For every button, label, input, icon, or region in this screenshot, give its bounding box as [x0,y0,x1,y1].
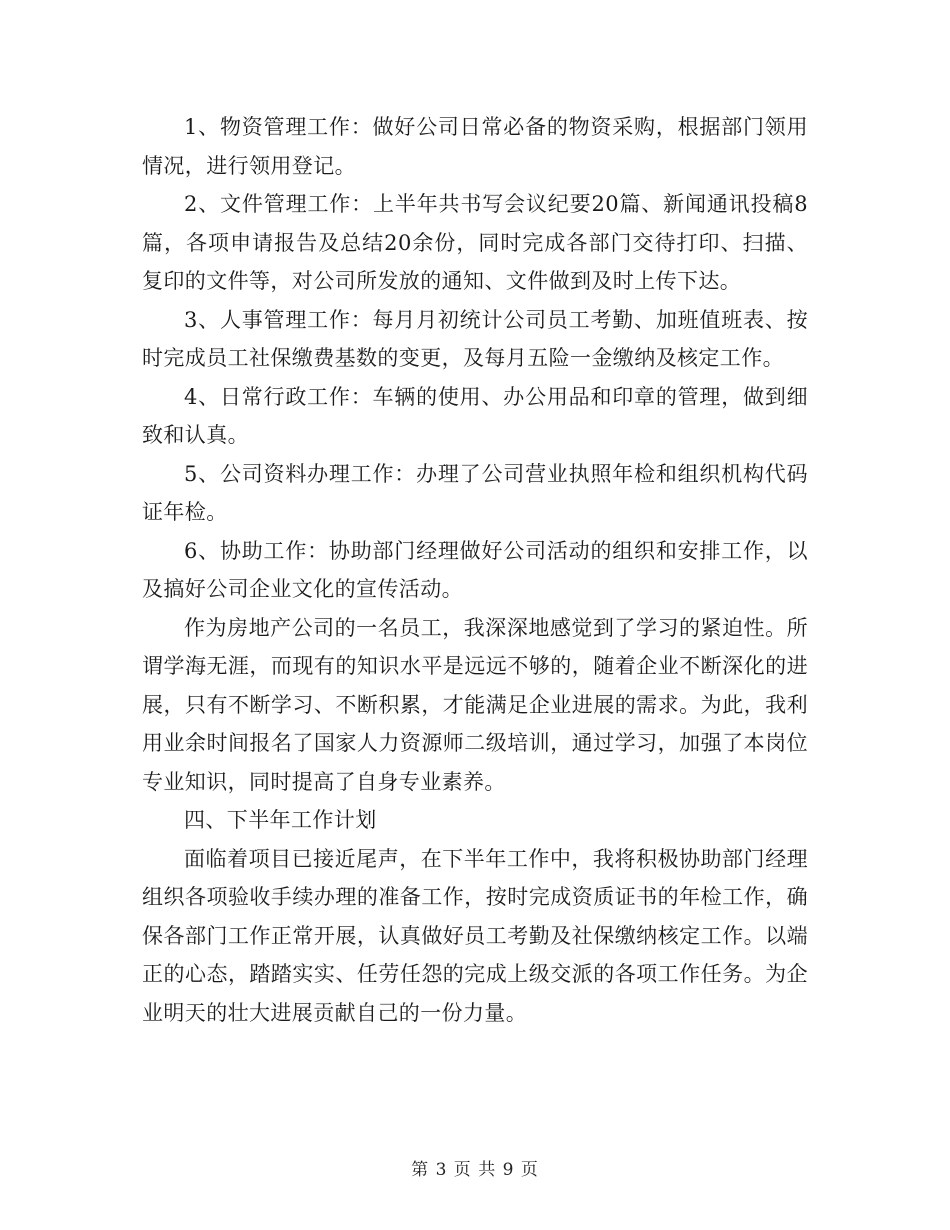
section-heading-plan: 四、下半年工作计划 [184,808,377,832]
paragraph-material-management: 1、物资管理工作：做好公司日常必备的物资采购，根据部门领用情况，进行领用登记。 [142,115,808,178]
paragraph-company-documents: 5、公司资料办理工作：办理了公司营业执照年检和组织机构代码证年检。 [142,461,808,524]
paragraph-daily-administration: 4、日常行政工作：车辆的使用、办公用品和印章的管理，做到细致和认真。 [142,384,808,447]
paragraph-learning: 作为房地产公司的一名员工，我深深地感觉到了学习的紧迫性。所谓学海无涯，而现有的知识水平是远远不够的，随着企业不断深化的进展，只有不断学习、不断积累，才能满足企业进展的需求。为此，我利用业余时间报名了国家人力资源师二级培训，通过学习，加强了本岗位专业知识，同时提高了自身专业素养。 [142,615,808,794]
paragraph-plan: 面临着项目已接近尾声，在下半年工作中，我将积极协助部门经理组织各项验收手续办理的准备工作，按时完成资质证书的年检工作，确保各部门工作正常开展，认真做好员工考勤及社保缴纳核定工作。以端正的心态，踏踏实实、任劳任怨的完成上级交派的各项工作任务。为企业明天的壮大进展贡献自己的一份力量。 [142,846,808,1025]
document-body [142,108,808,1032]
paragraph-assistance-work: 6、协助工作：协助部门经理做好公司活动的组织和安排工作，以及搞好公司企业文化的宣传活动。 [142,538,808,601]
paragraph-personnel-management: 3、人事管理工作：每月月初统计公司员工考勤、加班值班表、按时完成员工社保缴费基数的变更，及每月五险一金缴纳及核定工作。 [142,307,808,370]
paragraph-file-management: 2、文件管理工作：上半年共书写会议纪要20篇、新闻通讯投稿8篇，各项申请报告及总结20余份，同时完成各部门交待打印、扫描、复印的文件等，对公司所发放的通知、文件做到及时上传下达。 [142,192,808,293]
page-number-footer: 第 3 页 共 9 页 [411,1160,539,1180]
